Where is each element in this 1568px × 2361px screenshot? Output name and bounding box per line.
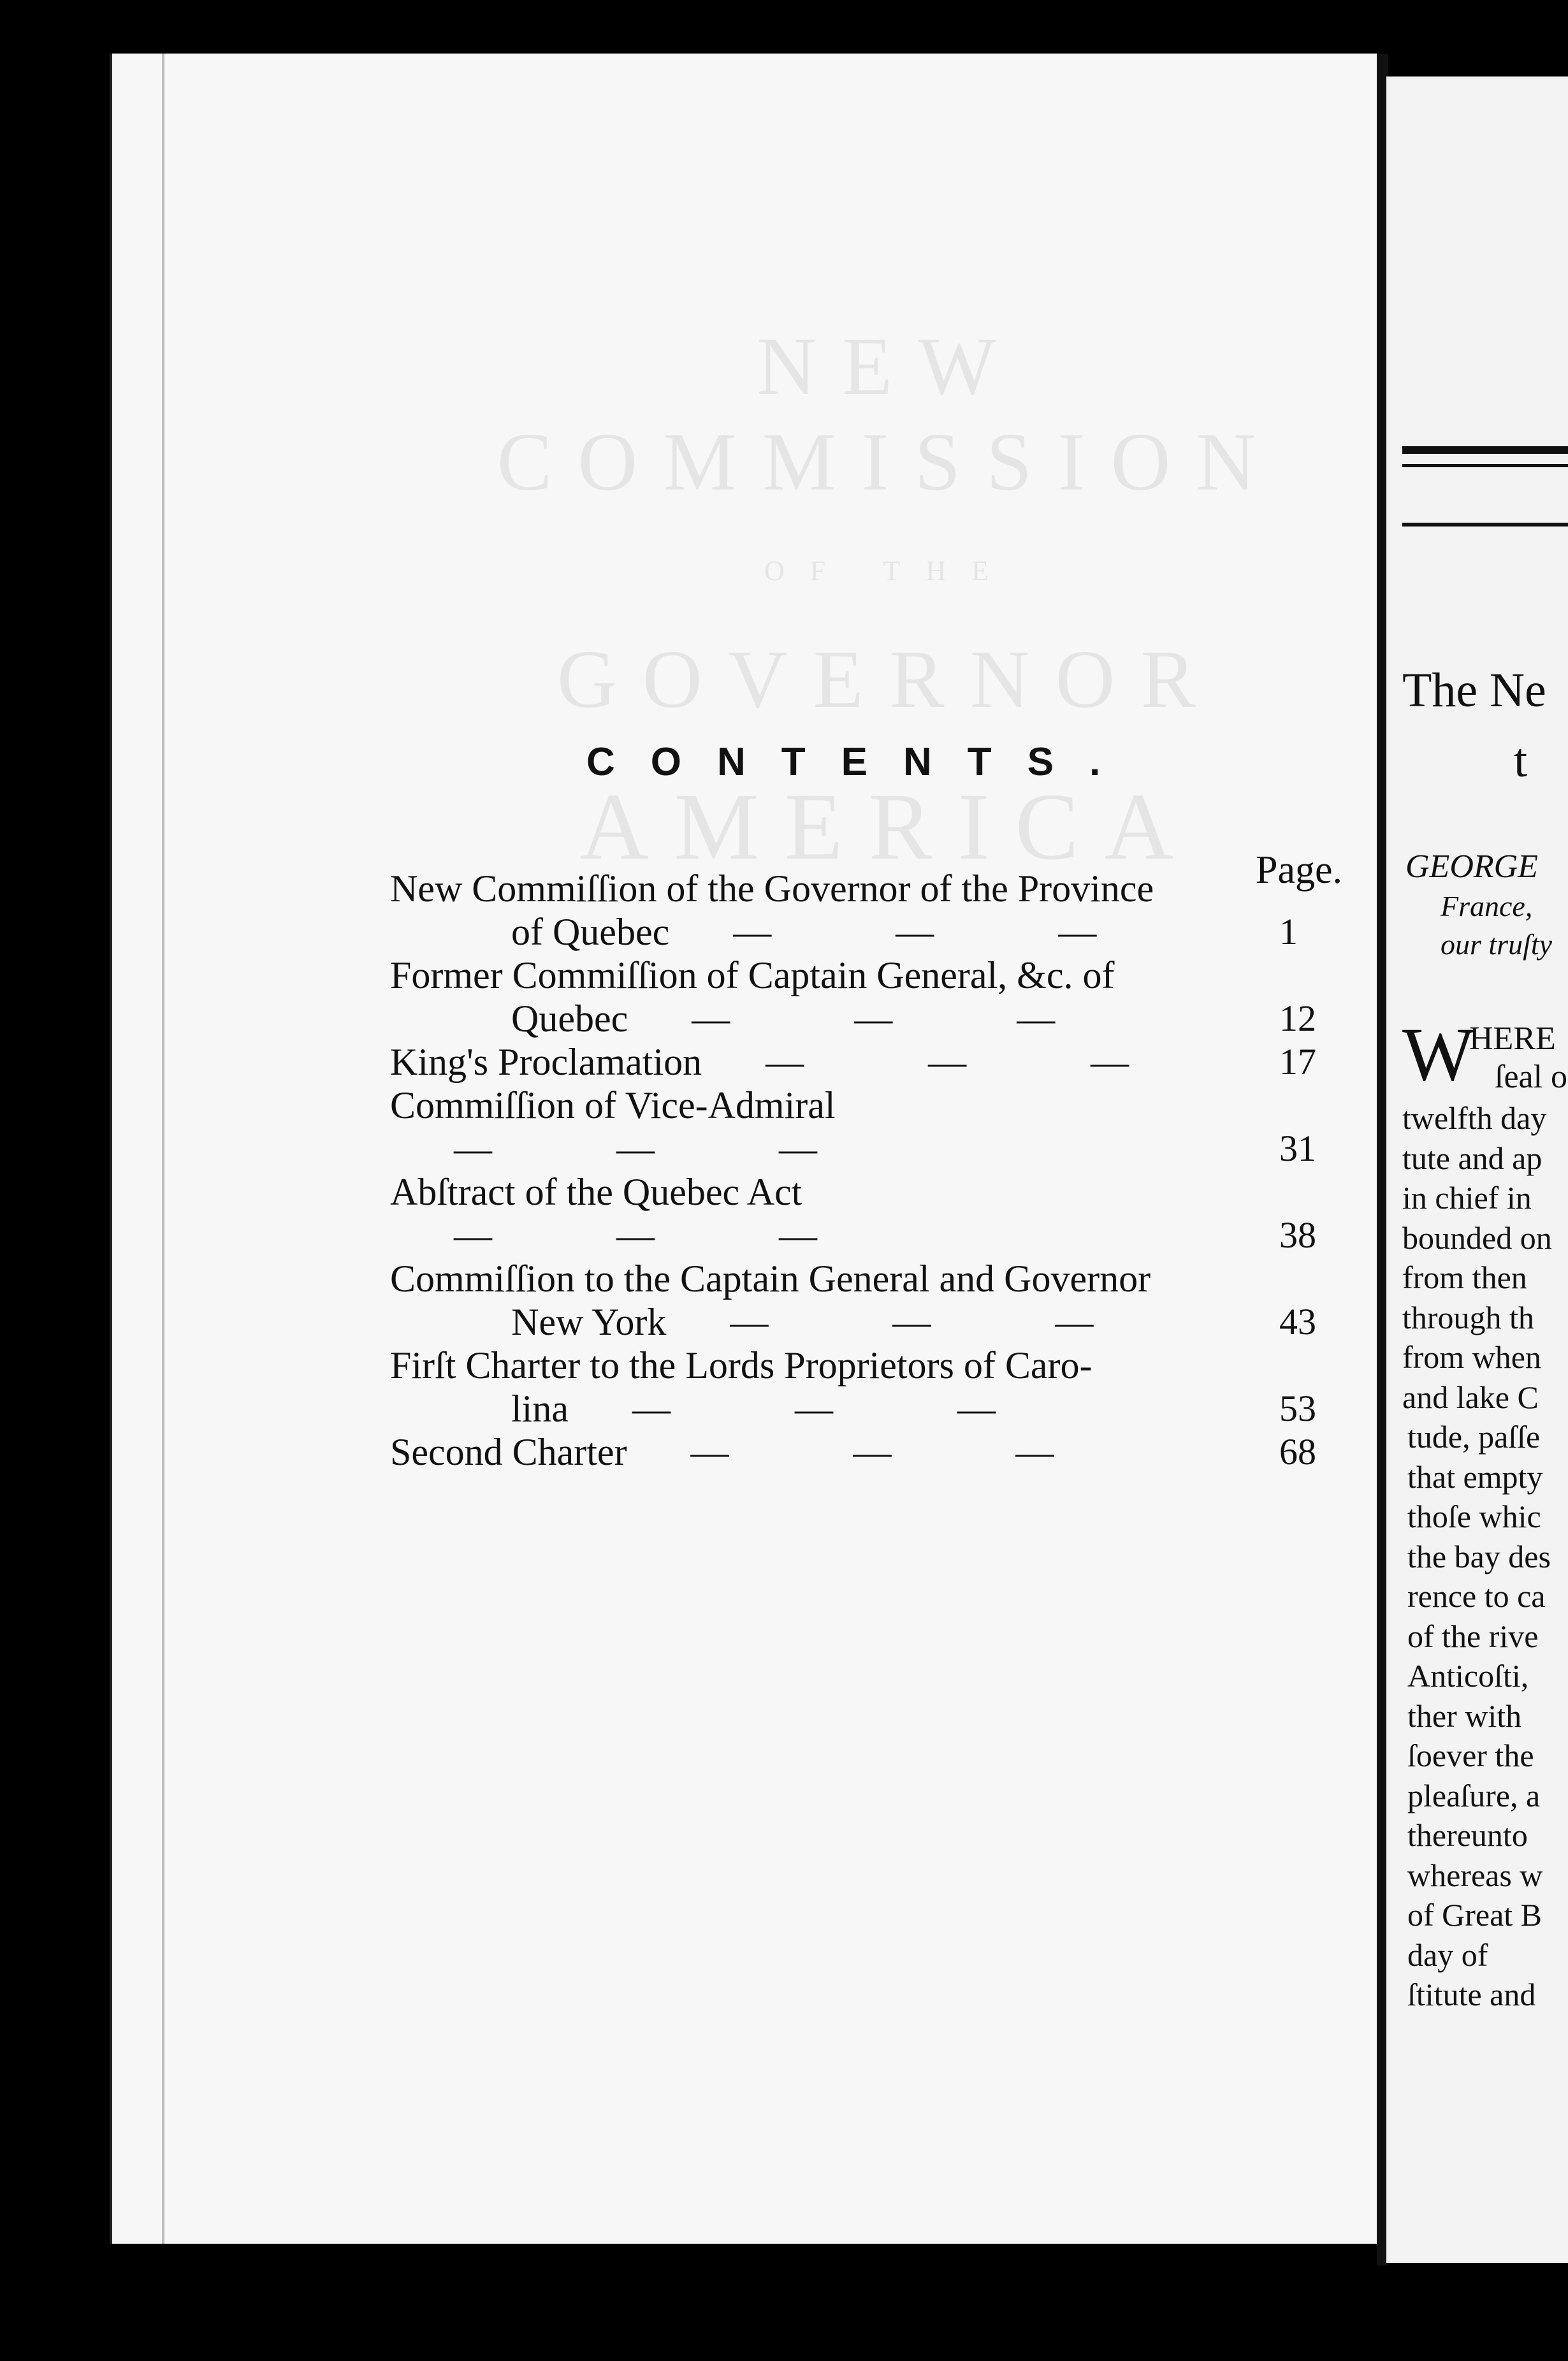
right-line: HERE [1469,1021,1556,1057]
right-page-title-line2: t [1514,734,1528,787]
toc-entry-continuation: of Quebec [511,911,670,953]
toc-entry-title: Former Commiſſion of Captain General, &c. of [390,954,1115,996]
toc-entry-page: 1 [1279,911,1298,952]
rule [1402,523,1568,527]
right-line: GEORGE [1405,848,1538,885]
leader-dashes: — — — [632,1388,1053,1430]
contents-heading: CONTENTS. [586,740,1136,784]
toc-entry-page: 31 [1279,1128,1316,1169]
double-rule [1402,464,1568,467]
right-line: tude, paſſe [1407,1419,1541,1455]
right-line: in chief in [1402,1180,1532,1216]
toc-entry-title: Firſt Charter to the Lords Proprietors of Caro- [390,1344,1093,1386]
right-line: through th [1402,1299,1534,1335]
right-line: tute and ap [1402,1140,1543,1176]
toc-entry-title: Second Charter [390,1431,627,1473]
toc-entry-title: Commiſſion to the Captain General and Governor [390,1258,1151,1300]
leader-dashes: — — — [690,1431,1112,1473]
toc-entry [390,1430,1346,1474]
leader-dashes: — — — [730,1301,1151,1343]
toc-entry-title: King's Proclamation [390,1041,702,1083]
right-line: France, [1441,890,1533,922]
right-line: rence to ca [1407,1578,1546,1614]
toc-entry [390,954,1346,1040]
right-line: that empty [1407,1458,1543,1495]
toc-entry-title: Abſtract of the Quebec Act [390,1171,802,1213]
toc-entry [390,1257,1346,1344]
toc-entry-continuation: Quebec [511,998,628,1040]
right-line: thereunto [1407,1817,1528,1853]
toc-entry [390,867,1346,954]
right-line: pleaſure, a [1407,1777,1541,1813]
toc-entry [390,1084,1346,1170]
right-line: of the rive [1407,1618,1539,1654]
right-line: twelfth day [1402,1100,1547,1136]
toc-entry [390,1170,1346,1257]
right-line: ther with [1407,1697,1522,1734]
leader-dashes: — — — [454,1214,875,1256]
table-of-contents [390,867,1346,1474]
right-line: day of [1407,1936,1488,1973]
toc-entry-page: 53 [1279,1388,1316,1429]
right-line: ſeal o [1495,1059,1568,1095]
right-line: from when [1402,1339,1541,1375]
right-line: whereas w [1407,1857,1543,1893]
leader-dashes: — — — [733,911,1154,953]
right-line: and lake C [1402,1379,1539,1415]
right-line: the bay des [1407,1538,1551,1574]
toc-entry-title: New Commiſſion of the Governor of the Province [390,868,1154,910]
double-rule [1402,446,1568,454]
toc-entry-page: 17 [1279,1041,1316,1082]
toc-entry [390,1040,1346,1084]
toc-entry-page: 68 [1279,1431,1316,1472]
toc-entry-continuation: New York [511,1301,667,1343]
page-column-header: Page. [1256,848,1343,892]
right-line: ſtitute and [1407,1977,1536,2012]
toc-entry [390,1344,1346,1430]
toc-entry-continuation: lina [511,1388,569,1430]
toc-entry-page: 38 [1279,1214,1316,1256]
right-line: thoſe whic [1407,1499,1541,1534]
right-line: ſoever the [1407,1738,1534,1773]
toc-entry-title: Commiſſion of Vice-Admiral [390,1084,836,1126]
right-page-title: The Ne [1402,664,1546,717]
right-line: our truſty [1441,928,1553,961]
drop-cap: W [1402,1012,1475,1096]
right-line: Anticoſti, [1407,1658,1529,1694]
leader-dashes: — — — [766,1041,1187,1083]
right-line: bounded on [1402,1219,1552,1256]
toc-entry-page: 12 [1279,998,1316,1039]
leader-dashes: — — — [692,998,1113,1040]
show-through-text: NEW COMMISSION OF THE GOVERNOR AMERICA [497,321,1282,880]
toc-entry-page: 43 [1279,1301,1316,1342]
right-line: of Great B [1407,1897,1543,1933]
leader-dashes: — — — [454,1128,875,1170]
right-line: from then [1402,1260,1527,1295]
